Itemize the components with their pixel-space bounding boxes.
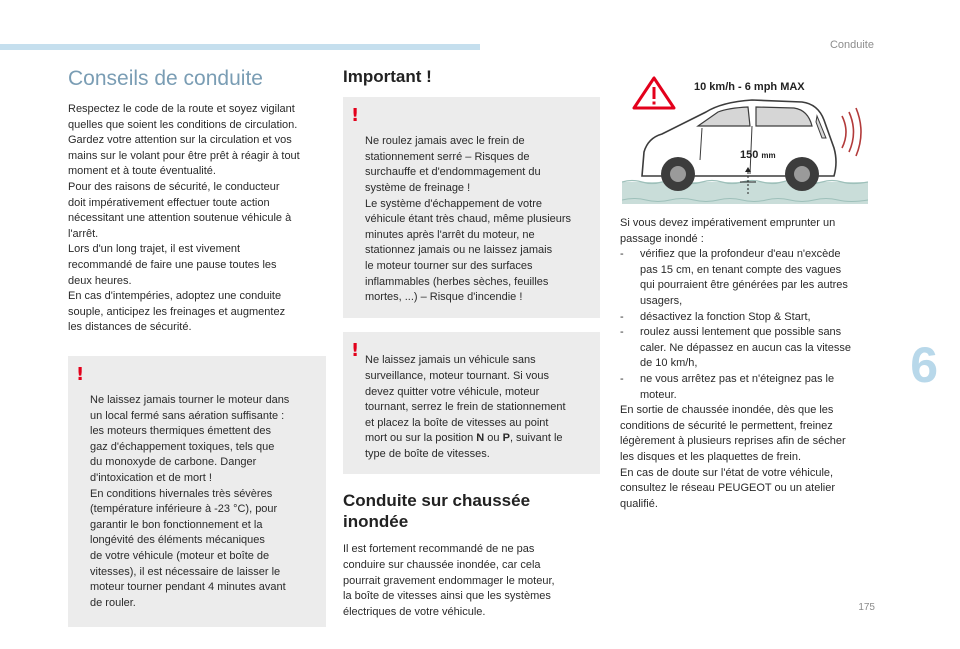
list-item — [620, 325, 878, 372]
flooded-instructions-intro: Si vous devez impérativement emprunter un passage inondé : — [620, 217, 836, 245]
driving-tips-text: Respectez le code de la route et soyez vigilant quelles que soient les conditions de circulation. Gardez votre attention sur la circulation et vos mains sur le volant pour être prêt à réagir à tout moment et à toute éventualité. Pour des raisons de sécurité, le conducteur doit impérativement effectuer toute action nécessitant une attention soutenue véhicule à l'arrêt. Lors d'un long trajet, il est vivement recommandé de faire une pause toutes les deux heures. En cas d'intempéries, adoptez une conduite souple, anticipez les freinages et augmentez les distances de sécurité. — [68, 103, 300, 334]
flooded-instructions-outro: En sortie de chaussée inondée, dès que les conditions de sécurité le permettent, freinez légèrement à plusieurs reprises afin de sécher les disques et les plaquettes de frein. En cas de doute sur l'état de votre véhicule, consultez le réseau PEUGEOT ou un atelier qualifié. — [620, 404, 846, 510]
warning-text: Ne roulez jamais avec le frein de stationnement serré – Risques de surchauffe et d'endommagement du système de freinage ! Le système d'échappement de votre véhicule étant très chaud, même plusieurs minutes après l'arrêt du moteur, ne stationnez jamais ou ne laissez jamais le moteur tourner sur des surfaces inflammables (herbes sèches, feuilles mortes, ...) – Risque d'incendie ! — [365, 135, 572, 304]
section-title: Conduite — [829, 39, 874, 51]
warning-triangle-icon — [634, 78, 674, 108]
list-item-text: ne vous arrêtez pas et n'éteignez pas le moteur. — [640, 372, 835, 401]
warning-text-end: , suivant le type de boîte de vitesses. — [365, 432, 563, 460]
list-item — [620, 247, 878, 309]
warning-text: Ne laissez jamais un véhicule sans surveillance, moteur tournant. Si vous devez quitter votre véhicule, moteur tournant, serrez le frein de stationnement et placez la boîte de vitesses au point mort ou sur la position — [365, 354, 566, 445]
list-item — [620, 372, 878, 403]
column-important — [343, 64, 600, 620]
warning-text-or: ou — [484, 432, 503, 445]
gear-p: P — [502, 432, 510, 445]
speed-limit-label: 10 km/h - 6 mph MAX — [694, 81, 805, 93]
header-bar — [0, 44, 480, 50]
warning-box-unattended — [343, 332, 600, 475]
list-item-text: vérifiez que la profondeur d'eau n'excède pas 15 cm, en tenant compte des vagues qui pourraient être générées par les autres usagers, — [640, 248, 848, 307]
warning-icon: ! — [351, 339, 360, 361]
list-item — [620, 310, 878, 326]
column-driving-tips — [68, 64, 326, 627]
page-number: 175 — [858, 602, 875, 613]
depth-value: 150 — [740, 149, 759, 161]
list-dash: - — [620, 310, 624, 323]
list-dash: - — [620, 372, 624, 385]
list-item-text: désactivez la fonction Stop & Start, — [640, 310, 811, 323]
depth-label — [740, 148, 776, 164]
warning-icon: ! — [351, 105, 360, 126]
flooded-road-title: Conduite sur chaussée inondée — [343, 491, 531, 532]
list-dash: - — [620, 248, 624, 261]
gear-n: N — [476, 432, 485, 445]
warning-text: Ne laissez jamais tourner le moteur dans un local fermé sans aération suffisante : les moteurs thermiques émettent des gaz d'échappement toxiques, tels que du monoxyde de carbone. Danger d'intoxication et de mort ! En conditions hivernales très sévères (température inférieure à -23 °C), pour garantir le bon fonctionnement et la longévité des éléments mécaniques de votre véhicule (moteur et boîte de vitesses), il est nécessaire de laisser le moteur tourner pendant 4 minutes avant de rouler. — [90, 394, 290, 609]
page-title: Conseils de conduite — [68, 67, 263, 90]
list-item-text: roulez aussi lentement que possible sans caler. Ne dépassez en aucun cas la vitesse de 10 km/h, — [640, 326, 851, 370]
column-flooded-road — [620, 76, 878, 512]
warning-icon: ! — [76, 363, 85, 385]
chapter-number: 6 — [910, 337, 938, 393]
flooded-road-intro: Il est fortement recommandé de ne pas conduire sur chaussée inondée, car cela pourrait gravement endommager le moteur, la boîte de vitesses ainsi que les systèmes électriques de votre véhicule. — [343, 543, 555, 618]
warning-box-engine — [68, 356, 326, 628]
important-title: Important ! — [343, 67, 432, 86]
flooded-car-illustration — [622, 76, 868, 206]
warning-box-parking-brake — [343, 97, 600, 318]
depth-unit: mm — [761, 151, 776, 160]
list-dash: - — [620, 326, 624, 339]
